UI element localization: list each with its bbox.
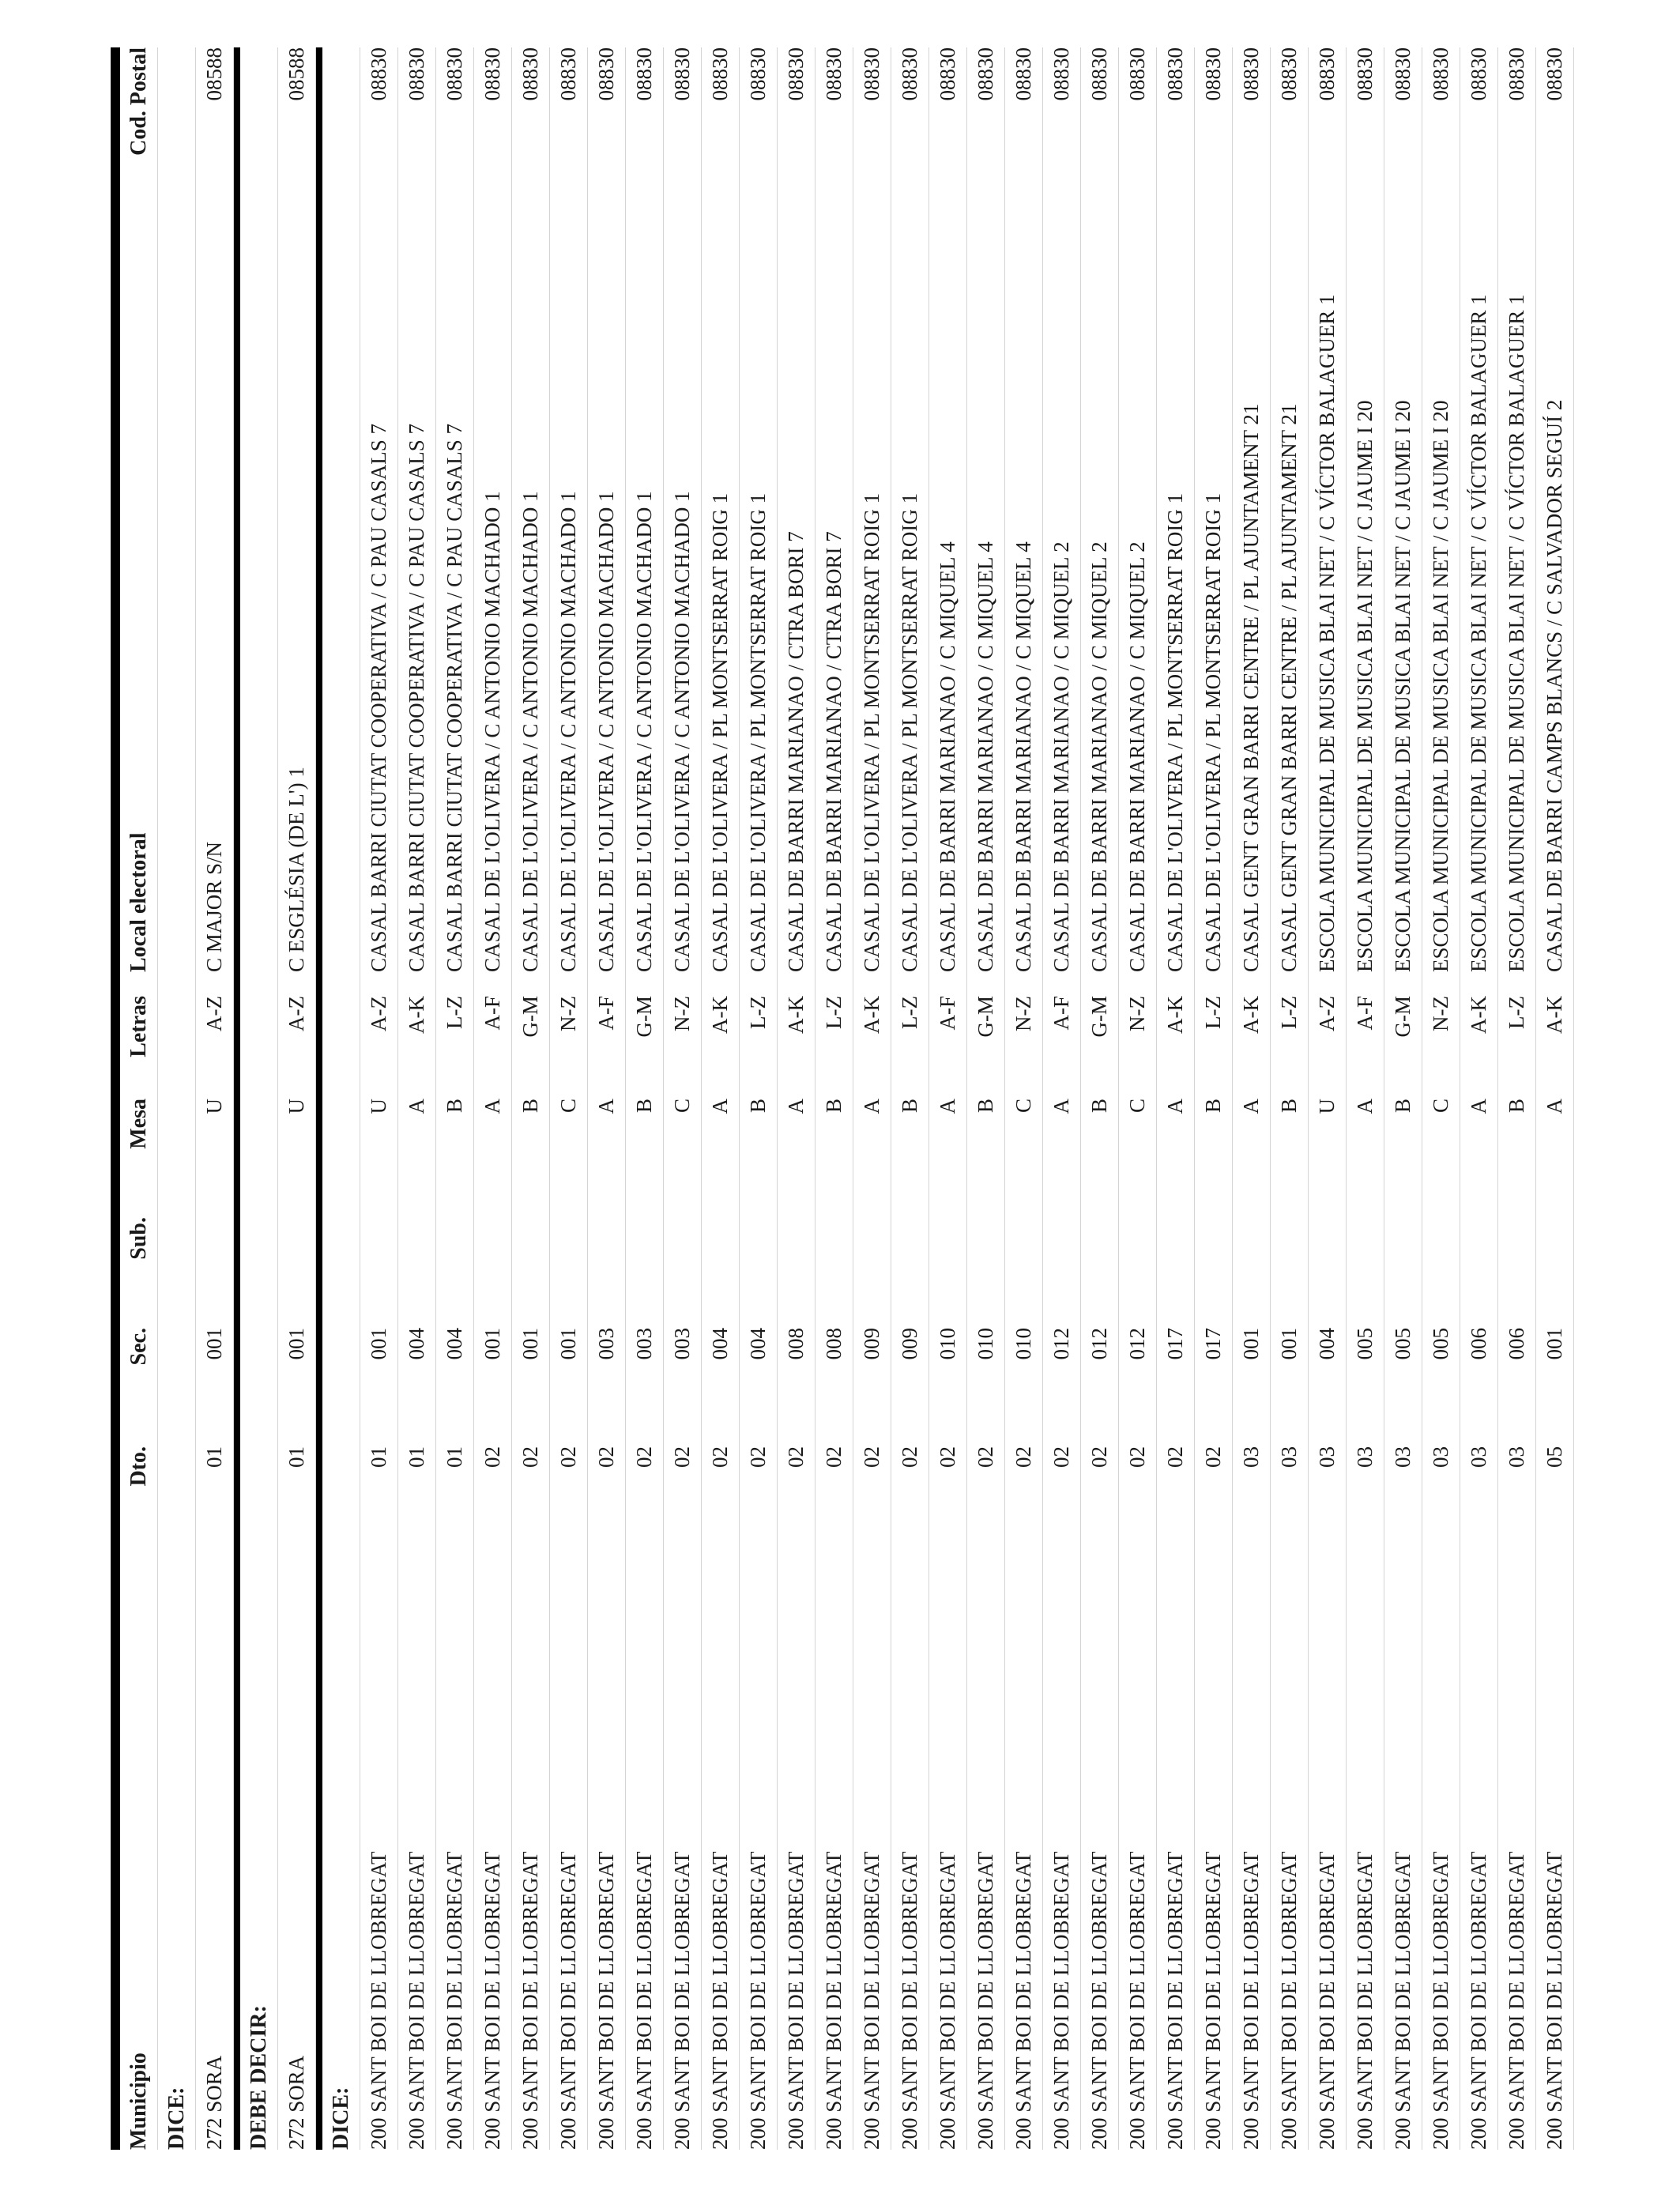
cell-local: ESCOLA MUNICIPAL DE MUSICA BLAI NET / C VÍCTOR BALAGUER 1: [1467, 294, 1490, 972]
header-sub: Sub.: [126, 1217, 151, 1260]
cell-sec: 001: [480, 1328, 504, 1360]
cell-municipio: 200 SANT BOI DE LLOBREGAT: [1163, 1851, 1187, 2150]
cell-dto: 02: [860, 1446, 883, 1468]
cell-cp: 08588: [284, 47, 308, 101]
header-mesa: Mesa: [126, 1099, 151, 1149]
section-separator-rule: [316, 47, 322, 2150]
cell-sec: 017: [1201, 1328, 1225, 1360]
header-sec: Sec.: [126, 1328, 151, 1366]
cell-municipio: 272 SORA: [284, 2055, 308, 2150]
cell-municipio: 200 SANT BOI DE LLOBREGAT: [746, 1851, 770, 2150]
cell-municipio: 200 SANT BOI DE LLOBREGAT: [822, 1851, 846, 2150]
cell-letras: L-Z: [443, 996, 466, 1029]
header-local: Local electoral: [126, 832, 151, 972]
cell-municipio: 200 SANT BOI DE LLOBREGAT: [367, 1851, 390, 2150]
cell-letras: A-F: [1049, 996, 1073, 1031]
cell-cp: 08830: [1163, 47, 1187, 101]
table-row: [626, 47, 664, 2150]
cell-local: CASAL DE L'OLIVERA / C ANTONIO MACHADO 1: [670, 491, 694, 972]
header-letras: Letras: [126, 996, 151, 1057]
cell-letras: A-K: [405, 996, 428, 1034]
cell-cp: 08830: [518, 47, 542, 101]
cell-municipio: 200 SANT BOI DE LLOBREGAT: [1353, 1851, 1377, 2150]
cell-letras: A-F: [936, 996, 959, 1031]
cell-mesa: B: [1391, 1099, 1414, 1114]
cell-sec: 010: [974, 1328, 997, 1360]
cell-letras: L-Z: [822, 996, 846, 1029]
cell-sec: 001: [1277, 1328, 1301, 1360]
cell-mesa: A: [936, 1099, 959, 1114]
cell-sec: 012: [1049, 1328, 1073, 1360]
table-row: [1233, 47, 1271, 2150]
table-row: [702, 47, 740, 2150]
cell-mesa: A: [1163, 1099, 1187, 1114]
header-municipio: Municipio: [126, 2053, 151, 2150]
cell-sec: 001: [284, 1328, 308, 1360]
cell-letras: A-K: [708, 996, 732, 1034]
cell-mesa: U: [1315, 1099, 1339, 1114]
table-row: [853, 47, 891, 2150]
cell-letras: A-Z: [284, 996, 308, 1031]
cell-letras: A-K: [1467, 996, 1490, 1034]
cell-mesa: U: [367, 1099, 390, 1114]
cell-cp: 08830: [860, 47, 883, 101]
cell-local: CASAL DE L'OLIVERA / C ANTONIO MACHADO 1: [632, 491, 656, 972]
cell-dto: 02: [518, 1446, 542, 1468]
cell-cp: 08830: [1277, 47, 1301, 101]
cell-dto: 02: [746, 1446, 770, 1468]
table-row: [360, 47, 398, 2150]
cell-local: C MAJOR S/N: [202, 841, 226, 972]
table-top-rule: [111, 47, 120, 2150]
cell-dto: 03: [1391, 1446, 1414, 1468]
cell-cp: 08830: [367, 47, 390, 101]
cell-sec: 004: [1315, 1328, 1339, 1360]
cell-mesa: A: [1467, 1099, 1490, 1114]
cell-letras: A-F: [1353, 996, 1377, 1031]
cell-local: CASAL DE L'OLIVERA / PL MONTSERRAT ROIG 1: [898, 492, 921, 972]
cell-municipio: 200 SANT BOI DE LLOBREGAT: [480, 1851, 504, 2150]
cell-local: CASAL DE L'OLIVERA / C ANTONIO MACHADO 1: [480, 491, 504, 972]
cell-letras: A-Z: [367, 996, 390, 1031]
cell-letras: L-Z: [746, 996, 770, 1029]
cell-sec: 006: [1467, 1328, 1490, 1360]
table-row: [1195, 47, 1233, 2150]
cell-local: CASAL DE BARRI CAMPS BLANCS / C SALVADOR SEGUÍ 2: [1543, 399, 1566, 972]
cell-dto: 02: [822, 1446, 846, 1468]
cell-local: CASAL DE BARRI MARIANAO / C MIQUEL 4: [1011, 541, 1035, 972]
cell-dto: 02: [556, 1446, 580, 1468]
cell-cp: 08830: [480, 47, 504, 101]
cell-sec: 004: [443, 1328, 466, 1360]
cell-mesa: A: [784, 1099, 808, 1114]
cell-letras: G-M: [1391, 996, 1414, 1038]
cell-cp: 08830: [1011, 47, 1035, 101]
cell-sec: 001: [1239, 1328, 1263, 1360]
cell-local: CASAL GENT GRAN BARRI CENTRE / PL AJUNTAMENT 21: [1277, 403, 1301, 972]
cell-cp: 08830: [1049, 47, 1073, 101]
cell-sec: 009: [898, 1328, 921, 1360]
cell-mesa: C: [1125, 1099, 1149, 1114]
table-row: [436, 47, 474, 2150]
table-body: [158, 47, 1574, 2150]
cell-local: CASAL DE BARRI MARIANAO / C MIQUEL 2: [1049, 541, 1073, 972]
cell-local: CASAL DE BARRI MARIANAO / CTRA BORI 7: [822, 531, 846, 972]
cell-municipio: 200 SANT BOI DE LLOBREGAT: [1543, 1851, 1566, 2150]
table-row: [1536, 47, 1574, 2150]
cell-sec: 004: [405, 1328, 428, 1360]
cell-municipio: 200 SANT BOI DE LLOBREGAT: [708, 1851, 732, 2150]
cell-cp: 08830: [405, 47, 428, 101]
cell-sec: 004: [708, 1328, 732, 1360]
cell-municipio: 200 SANT BOI DE LLOBREGAT: [1429, 1851, 1452, 2150]
cell-sec: 010: [1011, 1328, 1035, 1360]
table-row: [1271, 47, 1309, 2150]
table-row: [1081, 47, 1119, 2150]
cell-dto: 02: [974, 1446, 997, 1468]
cell-letras: A-F: [480, 996, 504, 1031]
cell-mesa: C: [670, 1099, 694, 1114]
cell-sec: 005: [1353, 1328, 1377, 1360]
cell-municipio: 200 SANT BOI DE LLOBREGAT: [594, 1851, 618, 2150]
section-label: DICE:: [322, 47, 360, 2150]
cell-cp: 08830: [898, 47, 921, 101]
cell-cp: 08830: [1087, 47, 1111, 101]
cell-local: CASAL DE BARRI MARIANAO / C MIQUEL 4: [974, 541, 997, 972]
cell-local: CASAL BARRI CIUTAT COOPERATIVA / C PAU CASALS 7: [405, 424, 428, 972]
table-row: [278, 47, 316, 2150]
cell-cp: 08830: [1315, 47, 1339, 101]
cell-sec: 004: [746, 1328, 770, 1360]
cell-letras: A-Z: [1315, 996, 1339, 1031]
cell-letras: A-K: [860, 996, 883, 1034]
cell-mesa: A: [1543, 1099, 1566, 1114]
cell-cp: 08830: [1467, 47, 1490, 101]
cell-local: CASAL DE L'OLIVERA / PL MONTSERRAT ROIG 1: [708, 492, 732, 972]
cell-municipio: 200 SANT BOI DE LLOBREGAT: [1049, 1851, 1073, 2150]
cell-local: CASAL DE BARRI MARIANAO / C MIQUEL 4: [936, 541, 959, 972]
table-row: [891, 47, 929, 2150]
cell-municipio: 200 SANT BOI DE LLOBREGAT: [1087, 1851, 1111, 2150]
cell-local: ESCOLA MUNICIPAL DE MUSICA BLAI NET / C JAUME I 20: [1429, 400, 1452, 972]
cell-dto: 03: [1315, 1446, 1339, 1468]
cell-municipio: 200 SANT BOI DE LLOBREGAT: [898, 1851, 921, 2150]
cell-dto: 03: [1467, 1446, 1490, 1468]
cell-sec: 003: [594, 1328, 618, 1360]
cell-dto: 03: [1429, 1446, 1452, 1468]
cell-dto: 03: [1277, 1446, 1301, 1468]
cell-letras: N-Z: [1011, 996, 1035, 1031]
cell-dto: 02: [1087, 1446, 1111, 1468]
table-row: [1347, 47, 1384, 2150]
table-row: [588, 47, 626, 2150]
cell-letras: A-K: [1239, 996, 1263, 1034]
table-row: [550, 47, 588, 2150]
table-row: [1157, 47, 1195, 2150]
cell-sec: 001: [1543, 1328, 1566, 1360]
cell-sec: 001: [202, 1328, 226, 1360]
cell-dto: 02: [480, 1446, 504, 1468]
cell-cp: 08588: [202, 47, 226, 101]
cell-municipio: 200 SANT BOI DE LLOBREGAT: [556, 1851, 580, 2150]
table-header: [120, 47, 158, 2150]
cell-sec: 006: [1505, 1328, 1528, 1360]
cell-local: CASAL DE L'OLIVERA / PL MONTSERRAT ROIG 1: [746, 492, 770, 972]
table-row: [1005, 47, 1043, 2150]
cell-cp: 08830: [708, 47, 732, 101]
cell-sec: 005: [1429, 1328, 1452, 1360]
section-label: DICE:: [158, 47, 196, 2150]
cell-cp: 08830: [1543, 47, 1566, 101]
cell-municipio: 200 SANT BOI DE LLOBREGAT: [405, 1851, 428, 2150]
cell-mesa: A: [860, 1099, 883, 1114]
cell-mesa: B: [518, 1099, 542, 1114]
cell-dto: 02: [1163, 1446, 1187, 1468]
cell-mesa: A: [405, 1099, 428, 1114]
cell-cp: 08830: [632, 47, 656, 101]
cell-local: ESCOLA MUNICIPAL DE MUSICA BLAI NET / C JAUME I 20: [1353, 400, 1377, 972]
cell-mesa: B: [746, 1099, 770, 1114]
cell-cp: 08830: [443, 47, 466, 101]
cell-dto: 03: [1239, 1446, 1263, 1468]
cell-dto: 02: [632, 1446, 656, 1468]
cell-municipio: 200 SANT BOI DE LLOBREGAT: [443, 1851, 466, 2150]
table-row: [664, 47, 702, 2150]
header-dto: Dto.: [126, 1446, 151, 1487]
cell-letras: A-Z: [202, 996, 226, 1031]
cell-sec: 003: [670, 1328, 694, 1360]
cell-local: CASAL DE L'OLIVERA / PL MONTSERRAT ROIG 1: [860, 492, 883, 972]
cell-dto: 02: [784, 1446, 808, 1468]
cell-mesa: A: [594, 1099, 618, 1114]
cell-sec: 005: [1391, 1328, 1414, 1360]
cell-municipio: 272 SORA: [202, 2055, 226, 2150]
cell-cp: 08830: [822, 47, 846, 101]
cell-municipio: 200 SANT BOI DE LLOBREGAT: [1505, 1851, 1528, 2150]
table-row: [398, 47, 436, 2150]
cell-mesa: B: [632, 1099, 656, 1114]
cell-dto: 02: [1049, 1446, 1073, 1468]
cell-mesa: B: [822, 1099, 846, 1114]
cell-municipio: 200 SANT BOI DE LLOBREGAT: [784, 1851, 808, 2150]
cell-mesa: B: [443, 1099, 466, 1114]
cell-cp: 08830: [1429, 47, 1452, 101]
cell-mesa: B: [1277, 1099, 1301, 1114]
cell-dto: 03: [1353, 1446, 1377, 1468]
cell-cp: 08830: [1391, 47, 1414, 101]
table-row: [474, 47, 512, 2150]
cell-local: C ESGLÉSIA (DE L') 1: [284, 767, 308, 972]
cell-letras: A-K: [1163, 996, 1187, 1034]
cell-mesa: B: [1505, 1099, 1528, 1114]
table-row: [512, 47, 550, 2150]
cell-letras: G-M: [1087, 996, 1111, 1038]
cell-sec: 003: [632, 1328, 656, 1360]
cell-cp: 08830: [974, 47, 997, 101]
cell-letras: G-M: [974, 996, 997, 1038]
cell-municipio: 200 SANT BOI DE LLOBREGAT: [632, 1851, 656, 2150]
cell-dto: 01: [443, 1446, 466, 1468]
cell-cp: 08830: [556, 47, 580, 101]
cell-sec: 001: [367, 1328, 390, 1360]
cell-cp: 08830: [1125, 47, 1149, 101]
cell-local: CASAL DE L'OLIVERA / C ANTONIO MACHADO 1: [518, 491, 542, 972]
cell-mesa: A: [1049, 1099, 1073, 1114]
cell-cp: 08830: [936, 47, 959, 101]
cell-dto: 02: [1011, 1446, 1035, 1468]
table-row: [816, 47, 853, 2150]
cell-letras: L-Z: [1505, 996, 1528, 1029]
cell-mesa: A: [1353, 1099, 1377, 1114]
cell-municipio: 200 SANT BOI DE LLOBREGAT: [1125, 1851, 1149, 2150]
header-cp: Cod. Postal: [126, 47, 151, 156]
cell-mesa: A: [708, 1099, 732, 1114]
electoral-table: [111, 47, 1574, 2150]
table-row: [778, 47, 816, 2150]
table-row: [1498, 47, 1536, 2150]
table-row: [929, 47, 967, 2150]
table-row: [1422, 47, 1460, 2150]
cell-local: CASAL DE L'OLIVERA / C ANTONIO MACHADO 1: [556, 491, 580, 972]
table-row: [196, 47, 234, 2150]
cell-mesa: B: [898, 1099, 921, 1114]
cell-municipio: 200 SANT BOI DE LLOBREGAT: [1315, 1851, 1339, 2150]
cell-letras: G-M: [518, 996, 542, 1038]
cell-local: ESCOLA MUNICIPAL DE MUSICA BLAI NET / C JAUME I 20: [1391, 400, 1414, 972]
cell-sec: 008: [822, 1328, 846, 1360]
cell-cp: 08830: [670, 47, 694, 101]
cell-letras: A-K: [1543, 996, 1566, 1034]
cell-local: CASAL DE BARRI MARIANAO / C MIQUEL 2: [1125, 541, 1149, 972]
cell-municipio: 200 SANT BOI DE LLOBREGAT: [860, 1851, 883, 2150]
cell-dto: 02: [1125, 1446, 1149, 1468]
cell-municipio: 200 SANT BOI DE LLOBREGAT: [1277, 1851, 1301, 2150]
cell-local: CASAL DE BARRI MARIANAO / CTRA BORI 7: [784, 531, 808, 972]
cell-sec: 017: [1163, 1328, 1187, 1360]
cell-letras: N-Z: [1125, 996, 1149, 1031]
cell-cp: 08830: [746, 47, 770, 101]
cell-cp: 08830: [1239, 47, 1263, 101]
cell-cp: 08830: [1201, 47, 1225, 101]
cell-sec: 012: [1087, 1328, 1111, 1360]
cell-letras: A-F: [594, 996, 618, 1031]
cell-dto: 02: [936, 1446, 959, 1468]
cell-dto: 03: [1505, 1446, 1528, 1468]
cell-letras: N-Z: [670, 996, 694, 1031]
cell-local: CASAL DE L'OLIVERA / PL MONTSERRAT ROIG 1: [1201, 492, 1225, 972]
cell-mesa: A: [480, 1099, 504, 1114]
cell-municipio: 200 SANT BOI DE LLOBREGAT: [1239, 1851, 1263, 2150]
cell-letras: A-K: [784, 996, 808, 1034]
cell-local: ESCOLA MUNICIPAL DE MUSICA BLAI NET / C VÍCTOR BALAGUER 1: [1505, 294, 1528, 972]
cell-letras: L-Z: [1277, 996, 1301, 1029]
cell-mesa: B: [1201, 1099, 1225, 1114]
section-separator-rule: [234, 47, 240, 2150]
cell-mesa: C: [556, 1099, 580, 1114]
cell-letras: N-Z: [556, 996, 580, 1031]
cell-mesa: A: [1239, 1099, 1263, 1114]
cell-letras: G-M: [632, 996, 656, 1038]
cell-dto: 02: [708, 1446, 732, 1468]
cell-sec: 010: [936, 1328, 959, 1360]
section-label: DEBE DECIR:: [240, 47, 278, 2150]
cell-dto: 01: [367, 1446, 390, 1468]
cell-dto: 02: [898, 1446, 921, 1468]
cell-dto: 01: [202, 1446, 226, 1468]
cell-dto: 02: [1201, 1446, 1225, 1468]
cell-cp: 08830: [1353, 47, 1377, 101]
cell-mesa: B: [1087, 1099, 1111, 1114]
cell-local: CASAL BARRI CIUTAT COOPERATIVA / C PAU CASALS 7: [367, 424, 390, 972]
table-row: [1119, 47, 1157, 2150]
table-row: [1384, 47, 1422, 2150]
cell-local: CASAL DE L'OLIVERA / PL MONTSERRAT ROIG 1: [1163, 492, 1187, 972]
cell-local: ESCOLA MUNICIPAL DE MUSICA BLAI NET / C VÍCTOR BALAGUER 1: [1315, 294, 1339, 972]
cell-sec: 009: [860, 1328, 883, 1360]
cell-dto: 01: [405, 1446, 428, 1468]
cell-dto: 02: [594, 1446, 618, 1468]
cell-letras: L-Z: [1201, 996, 1225, 1029]
cell-mesa: B: [974, 1099, 997, 1114]
cell-cp: 08830: [1505, 47, 1528, 101]
cell-sec: 012: [1125, 1328, 1149, 1360]
cell-municipio: 200 SANT BOI DE LLOBREGAT: [1391, 1851, 1414, 2150]
table-row: [740, 47, 778, 2150]
table-row: [1460, 47, 1498, 2150]
cell-mesa: C: [1011, 1099, 1035, 1114]
cell-mesa: C: [1429, 1099, 1452, 1114]
cell-cp: 08830: [594, 47, 618, 101]
cell-local: CASAL DE L'OLIVERA / C ANTONIO MACHADO 1: [594, 491, 618, 972]
table-row: [967, 47, 1005, 2150]
cell-municipio: 200 SANT BOI DE LLOBREGAT: [974, 1851, 997, 2150]
cell-municipio: 200 SANT BOI DE LLOBREGAT: [936, 1851, 959, 2150]
cell-local: CASAL GENT GRAN BARRI CENTRE / PL AJUNTAMENT 21: [1239, 403, 1263, 972]
table-row: [1043, 47, 1081, 2150]
cell-dto: 05: [1543, 1446, 1566, 1468]
cell-letras: L-Z: [898, 996, 921, 1029]
cell-mesa: U: [284, 1099, 308, 1114]
table-row: [1309, 47, 1347, 2150]
cell-dto: 01: [284, 1446, 308, 1468]
cell-letras: N-Z: [1429, 996, 1452, 1031]
cell-municipio: 200 SANT BOI DE LLOBREGAT: [1467, 1851, 1490, 2150]
cell-dto: 02: [670, 1446, 694, 1468]
cell-municipio: 200 SANT BOI DE LLOBREGAT: [518, 1851, 542, 2150]
cell-sec: 001: [518, 1328, 542, 1360]
cell-sec: 008: [784, 1328, 808, 1360]
cell-local: CASAL BARRI CIUTAT COOPERATIVA / C PAU CASALS 7: [443, 424, 466, 972]
cell-cp: 08830: [784, 47, 808, 101]
cell-local: CASAL DE BARRI MARIANAO / C MIQUEL 2: [1087, 541, 1111, 972]
cell-municipio: 200 SANT BOI DE LLOBREGAT: [1201, 1851, 1225, 2150]
cell-municipio: 200 SANT BOI DE LLOBREGAT: [1011, 1851, 1035, 2150]
cell-mesa: U: [202, 1099, 226, 1114]
cell-municipio: 200 SANT BOI DE LLOBREGAT: [670, 1851, 694, 2150]
cell-sec: 001: [556, 1328, 580, 1360]
